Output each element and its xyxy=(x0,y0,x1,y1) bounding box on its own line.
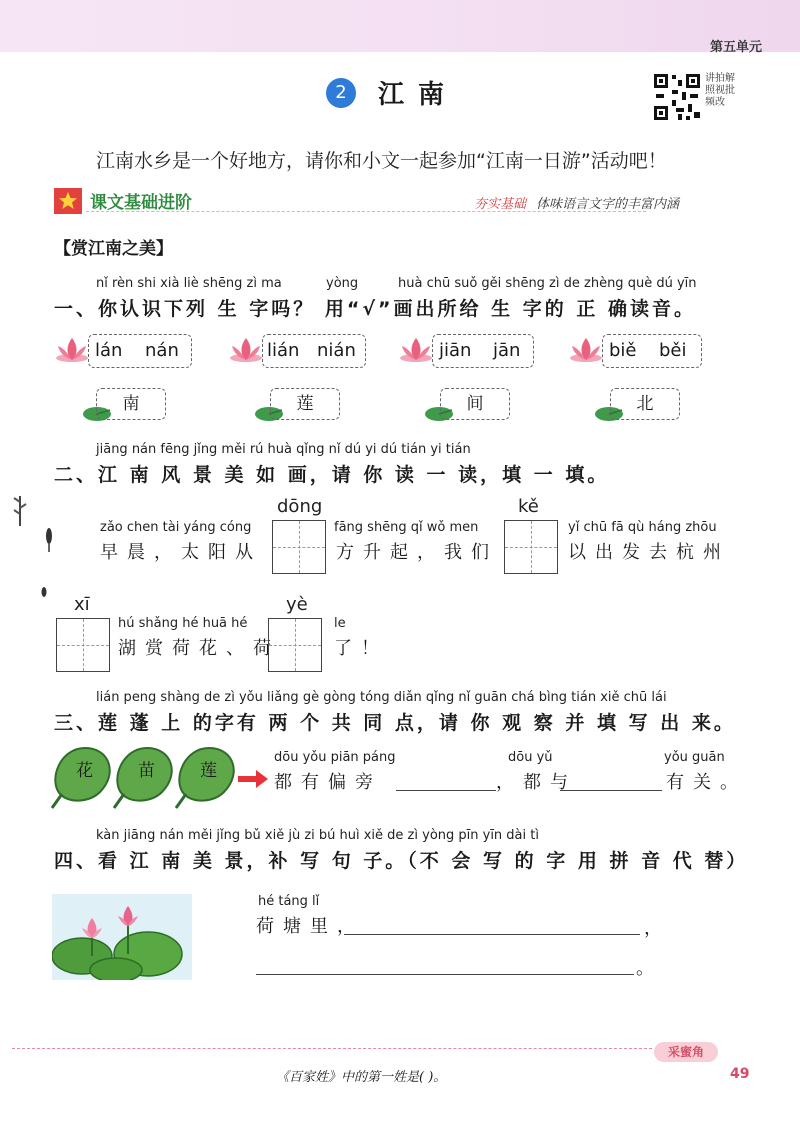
q3-blank-related[interactable] xyxy=(560,790,662,791)
q3-text: 三、莲 蓬 上 的字有 两 个 共 同 点，请 你 观 察 并 填 写 出 来。 xyxy=(54,712,736,734)
intro-text: 江南水乡是一个好地方，请你和小文一起参加“江南一日游”活动吧！ xyxy=(96,150,667,172)
q3-text-c: 有关。 xyxy=(666,772,747,793)
char-box-nan: 南 xyxy=(96,388,166,420)
q4-blank-line-1[interactable] xyxy=(344,934,640,935)
lotus-pond-illustration xyxy=(52,894,192,980)
char-box-bei: 北 xyxy=(610,388,680,420)
pinyin-choice[interactable]: biě xyxy=(609,340,637,361)
q2-line2-pinyin-b: hú shǎng hé huā hé xyxy=(118,616,248,631)
q2-line2-pinyin-xi: xī xyxy=(74,594,90,615)
pinyin-choice[interactable]: nián xyxy=(317,340,356,361)
q2-line2-pinyin-ye: yè xyxy=(286,594,308,615)
qr-code-icon[interactable] xyxy=(652,72,702,122)
arrow-right-icon xyxy=(238,770,268,788)
q4-text: 四、看 江 南 美 景，补 写 句 子。（不 会 写 的 字 用 拼 音 代 替） xyxy=(54,850,749,872)
q2-line1-pinyin-ke: kě xyxy=(518,496,539,517)
q4-period: 。 xyxy=(636,958,663,979)
top-band xyxy=(0,0,800,52)
pinyin-choice[interactable]: lián xyxy=(267,340,300,361)
q4-pinyin-hetangli: hé táng lǐ xyxy=(258,894,320,909)
q3-text-a: 都有偏旁 xyxy=(274,772,382,793)
pinyin-choice[interactable]: lán xyxy=(95,340,123,361)
q3-pinyin: lián peng shàng de zì yǒu liǎng gè gòng tóng diǎn qǐng nǐ guān chá bìng tián xiě chū lái xyxy=(96,690,667,705)
reed-decoration-icon xyxy=(40,586,48,598)
tian-grid-ke[interactable] xyxy=(504,520,558,574)
q3-blank-radical[interactable] xyxy=(396,790,496,791)
pinyin-choice[interactable]: jān xyxy=(493,340,521,361)
pinyin-choice[interactable]: běi xyxy=(659,340,687,361)
tian-grid-ye[interactable] xyxy=(268,618,322,672)
q3-text-b: ，都与 xyxy=(496,772,577,793)
q1-pinyin-c: huà chū suǒ gěi shēng zì de zhèng què dú yīn xyxy=(398,276,697,291)
leaf-char: 苗 xyxy=(138,761,155,781)
q3-pinyin-a: dōu yǒu piān páng xyxy=(274,750,396,765)
pinyin-choice[interactable]: jiān xyxy=(439,340,472,361)
q2-pinyin: jiāng nán fēng jǐng měi rú huà qǐng nǐ dú yi dú tián yi tián xyxy=(96,442,471,457)
q4-sentence-start: 荷塘里， xyxy=(256,916,364,937)
q2-line2-text-b: 湖赏荷花、荷 xyxy=(118,638,280,659)
q1-text: 一、你认识下列 生 字吗？ 用“√”画出所给 生 字的 正 确读音。 xyxy=(54,298,696,320)
q1-option-2 xyxy=(262,334,366,368)
q2-line1-pinyin-c: fāng shēng qǐ wǒ men xyxy=(334,520,479,535)
star-badge-icon xyxy=(54,188,82,214)
lesson-number-badge: 2 xyxy=(326,78,356,108)
page-number: 49 xyxy=(730,1066,750,1082)
reed-decoration-icon xyxy=(44,526,54,552)
tian-grid-dong[interactable] xyxy=(272,520,326,574)
q4-comma: ， xyxy=(644,918,671,939)
subsection-heading: 【赏江南之美】 xyxy=(54,239,173,259)
q2-line1-pinyin-dong: dōng xyxy=(277,496,323,517)
q2-line1-pinyin-e: yǐ chū fā qù háng zhōu xyxy=(568,520,717,535)
q1-option-4 xyxy=(602,334,702,368)
tag-description: 体味语言文字的丰富内涵 xyxy=(536,197,680,212)
honey-corner-tag: 采蜜角 xyxy=(654,1042,718,1062)
q1-option-3 xyxy=(432,334,534,368)
q1-pinyin-b: yòng xyxy=(326,276,359,291)
char-box-jian: 间 xyxy=(440,388,510,420)
tag-foundation: 夯实基础 xyxy=(474,197,527,212)
lotus-flower-icon xyxy=(226,336,266,364)
leaf-char: 莲 xyxy=(200,761,217,781)
lotus-flower-icon xyxy=(566,336,606,364)
footer-question: 《百家姓》中的第一姓是( )。 xyxy=(276,1070,447,1085)
q3-pinyin-b: dōu yǔ xyxy=(508,750,553,765)
qr-caption: 讲拍解照视批频改 xyxy=(705,73,735,108)
footer-divider xyxy=(12,1048,652,1049)
q2-line1-text-c: 方升起，我们 xyxy=(336,542,498,563)
q4-pinyin: kàn jiāng nán měi jǐng bǔ xiě jù zi bú huì xiě de zì yòng pīn yīn dài tì xyxy=(96,828,539,843)
q1-option-1 xyxy=(88,334,192,368)
q2-line1-text-e: 以出发去杭州 xyxy=(568,542,730,563)
q2-line2-text-d: 了！ xyxy=(334,638,388,659)
reed-decoration-icon xyxy=(10,494,32,528)
lotus-flower-icon xyxy=(396,336,436,364)
q2-line1-pinyin-a: zǎo chen tài yáng cóng xyxy=(100,520,252,535)
lesson-title: 江南 xyxy=(378,80,459,110)
leaf-char: 花 xyxy=(76,761,93,781)
q2-line1-text-a: 早晨，太阳从 xyxy=(100,542,262,563)
q3-pinyin-c: yǒu guān xyxy=(664,750,725,765)
pinyin-choice[interactable]: nán xyxy=(145,340,179,361)
lotus-flower-icon xyxy=(52,336,92,364)
unit-label: 第五单元 xyxy=(709,40,762,55)
tian-grid-xi[interactable] xyxy=(56,618,110,672)
q2-text: 二、江 南 风 景 美 如 画，请 你 读 一 读，填 一 填。 xyxy=(54,464,610,486)
section-title: 课文基础进阶 xyxy=(90,193,192,213)
q2-line2-pinyin-d: le xyxy=(334,616,346,631)
q4-blank-line-2[interactable] xyxy=(256,974,634,975)
char-box-lian: 莲 xyxy=(270,388,340,420)
q1-pinyin-a: nǐ rèn shi xià liè shēng zì ma xyxy=(96,276,282,291)
section-tagline xyxy=(474,193,679,212)
